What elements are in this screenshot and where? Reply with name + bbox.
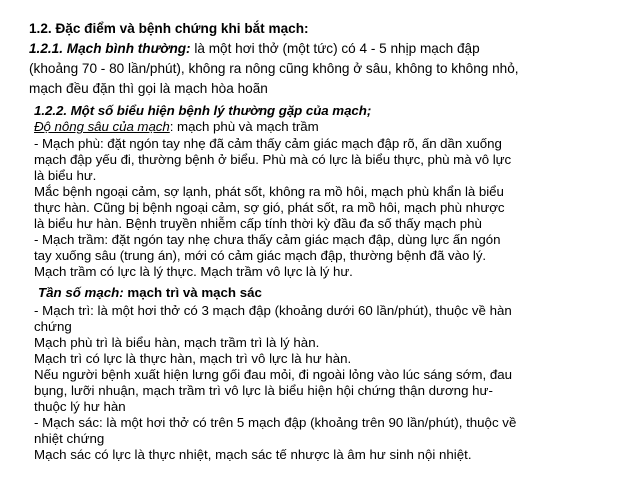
paragraph-line: thực hàn. Cũng bị bệnh ngoại cảm, sợ gió, phát sốt, ra mồ hôi, mạch phù nhược — [34, 200, 505, 215]
paragraph-line: là biểu hư. — [34, 168, 97, 183]
paragraph-line: mạch đều đặn thì gọi là mạch hòa hoãn — [29, 81, 268, 96]
paragraph-line: - Mạch phù: đặt ngón tay nhẹ đã cảm thấy cảm giác mạch đập rõ, ấn dần xuống — [34, 136, 502, 151]
frequency-label: Tần số mạch: — [38, 285, 124, 300]
paragraph-line: nhiệt chứng — [34, 431, 105, 446]
depth-label: Độ nông sâu của mạch — [34, 119, 170, 134]
section-heading: 1.2.2. Một số biểu hiện bệnh lý thường gặp của mạch; — [34, 103, 372, 118]
paragraph-line: Mắc bệnh ngoại cảm, sợ lạnh, phát sốt, không ra mồ hôi, mạch phù khẩn là biểu — [34, 184, 504, 199]
section-heading: 1.2. Đặc điểm và bệnh chứng khi bắt mạch: — [29, 21, 309, 36]
paragraph-line: (khoảng 70 - 80 lần/phút), không ra nông cũng không ở sâu, không to không nhỏ, — [29, 61, 519, 76]
paragraph-line: tay xuống sâu (trung án), mới có cảm giác mạch đập, thường bệnh đã vào lý. — [34, 248, 487, 263]
section-heading — [38, 285, 262, 301]
paragraph-line: Mạch trì có lực là thực hàn, mạch trì vô lực là hư hàn. — [34, 351, 352, 366]
paragraph-line: bụng, lưỡi nhuận, mạch trầm trì vô lực là biểu hiện hội chứng thận dương hư- — [34, 383, 493, 398]
depth-line — [34, 119, 319, 135]
normal-pulse-label: 1.2.1. Mạch bình thường: — [29, 41, 191, 56]
paragraph-line: Mạch phù trì là biểu hàn, mạch trầm trì là lý hàn. — [34, 335, 320, 350]
paragraph-line: mạch đập yếu đi, thường bệnh ở biểu. Phù mà có lực là biểu thực, phù mà vô lực — [34, 152, 512, 167]
depth-text: : mạch phù và mạch trầm — [169, 119, 319, 134]
paragraph-line: Mạch sác có lực là thực nhiệt, mạch sác tế nhược là âm hư sinh nội nhiệt. — [34, 447, 472, 462]
paragraph-line: Nếu người bệnh xuất hiện lưng gối đau mỏi, đi ngoài lỏng vào lúc sáng sớm, đau — [34, 367, 513, 382]
paragraph-line: - Mạch trì: là một hơi thở có 3 mạch đập (khoảng dưới 60 lần/phút), thuộc về hàn — [34, 303, 512, 318]
paragraph-line: là biểu hư hàn. Bệnh truyền nhiễm cấp tính thời kỳ đầu đa số thấy mạch phù — [34, 216, 482, 231]
normal-pulse-text: là một hơi thở (một tức) có 4 - 5 nhịp mạch đập — [190, 41, 480, 56]
normal-pulse-line — [29, 40, 480, 58]
paragraph-line: - Mạch trầm: đặt ngón tay nhẹ chưa thấy cảm giác mạch đập, dùng lực ấn ngón — [34, 232, 501, 247]
paragraph-line: Mạch trầm có lực là lý thực. Mạch trầm vô lực là lý hư. — [34, 264, 353, 279]
frequency-text: mạch trì và mạch sác — [123, 285, 262, 300]
paragraph-line: chứng — [34, 319, 72, 334]
paragraph-line: - Mạch sác: là một hơi thở có trên 5 mạch đập (khoảng trên 90 lần/phút), thuộc về — [34, 415, 517, 430]
paragraph-line: thuộc lý hư hàn — [34, 399, 126, 414]
